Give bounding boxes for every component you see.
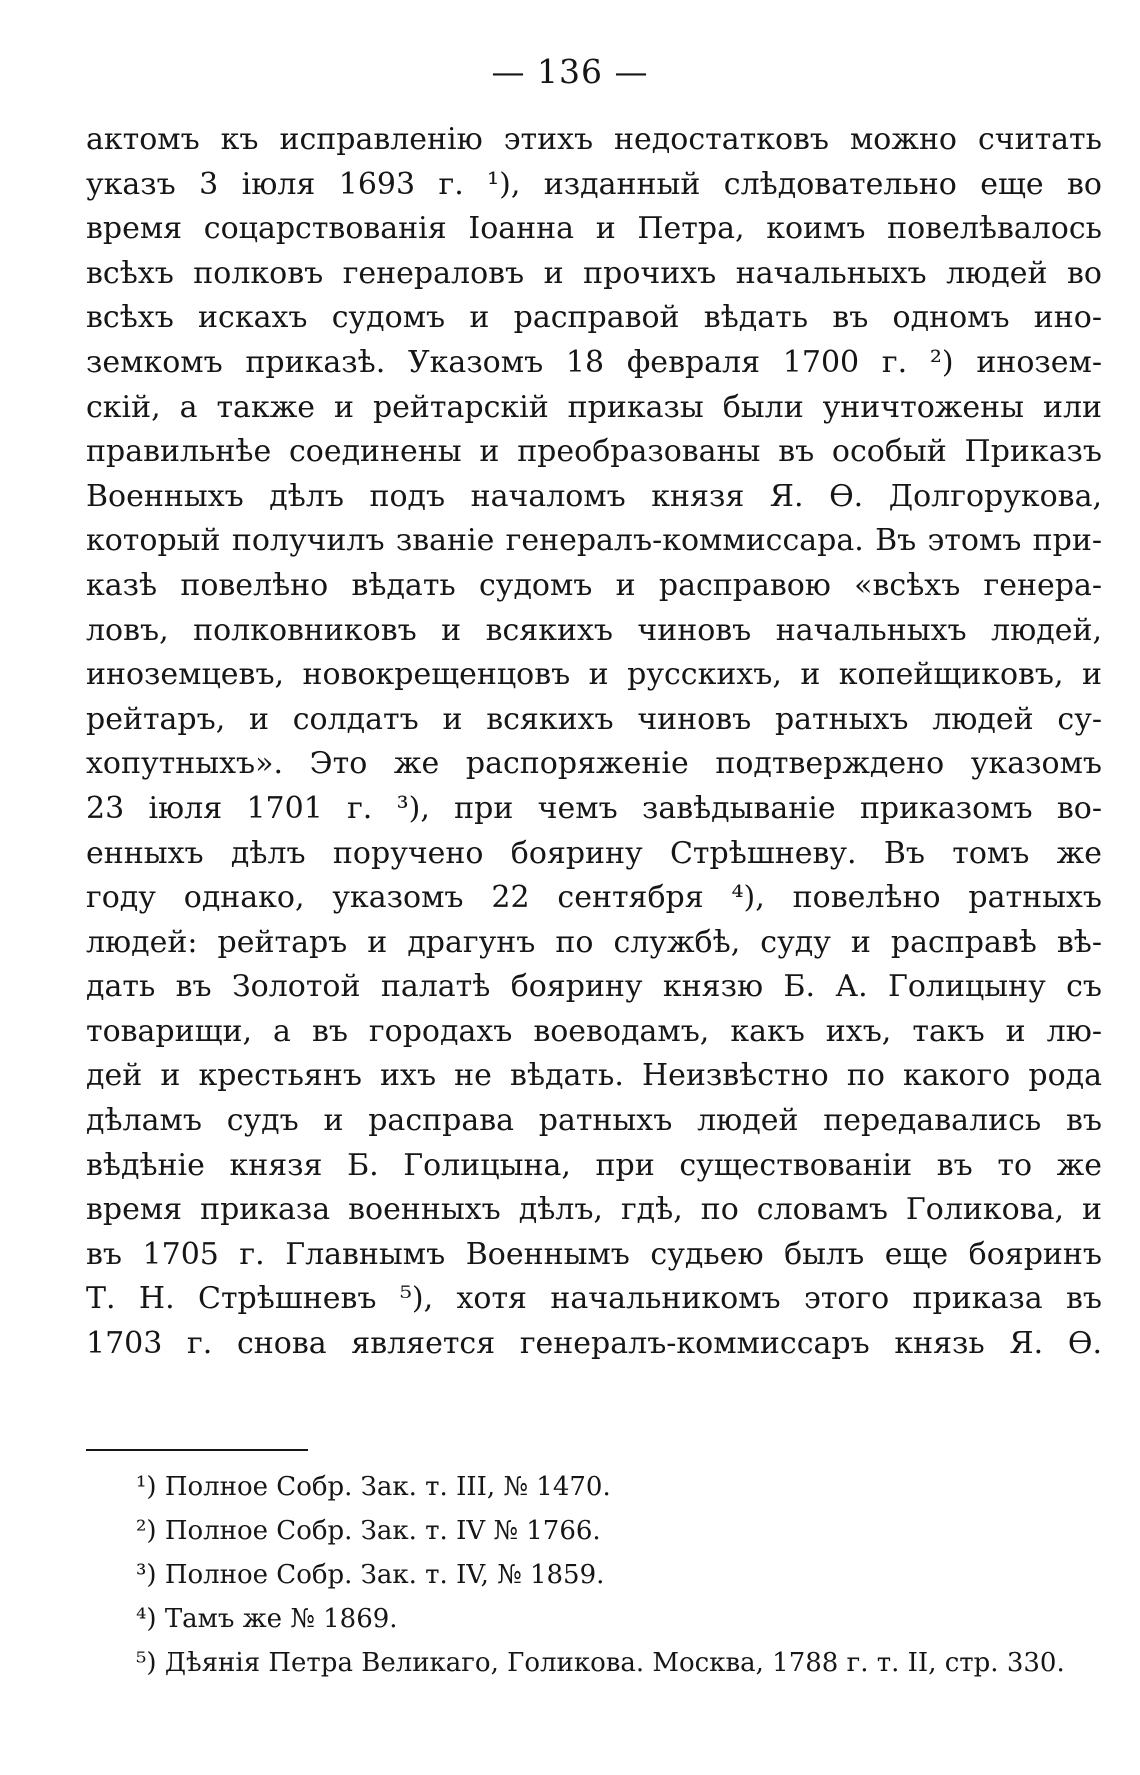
text-line: всѣхъ искахъ судомъ и расправой вѣдать въ одномъ ино- — [86, 300, 1102, 336]
text-line: Т. Н. Стрѣшневъ ⁵), хотя начальникомъ этого приказа въ — [86, 1281, 1102, 1317]
footnote-divider — [86, 1449, 308, 1451]
text-line: земкомъ приказѣ. Указомъ 18 февраля 1700 г. ²) инозем- — [86, 344, 1102, 380]
text-line: товарищи, а въ городахъ воеводамъ, какъ ихъ, такъ и лю- — [86, 1013, 1102, 1049]
footnote-5: ⁵) Дѣянія Петра Великаго, Голикова. Москва, 1788 г. т. II, стр. 330. — [136, 1648, 1065, 1678]
text-line: Военныхъ дѣлъ подъ началомъ князя Я. Ѳ. Долгорукова, — [86, 478, 1102, 514]
text-line: время соцарствованія Іоанна и Петра, коимъ повелѣвалось — [86, 211, 1102, 247]
text-line: дѣламъ судъ и расправа ратныхъ людей передавались въ — [86, 1103, 1102, 1139]
text-line: скій, а также и рейтарскій приказы были уничтожены или — [86, 389, 1102, 425]
text-line: правильнѣе соединены и преобразованы въ особый Приказъ — [86, 434, 1102, 470]
text-line: иноземцевъ, новокрещенцовъ и русскихъ, и копейщиковъ, и — [86, 657, 1102, 693]
text-line: рейтаръ, и солдатъ и всякихъ чиновъ ратныхъ людей су- — [86, 701, 1102, 737]
text-line: всѣхъ полковъ генераловъ и прочихъ начальныхъ людей во — [86, 255, 1102, 291]
text-line: указъ 3 іюля 1693 г. ¹), изданный слѣдовательно еще во — [86, 166, 1102, 202]
text-line: который получилъ званіе генералъ-коммиссара. Въ этомъ при- — [86, 523, 1102, 559]
text-line: людей: рейтаръ и драгунъ по службѣ, суду и расправѣ вѣ- — [86, 924, 1102, 960]
text-line: году однако, указомъ 22 сентября ⁴), повелѣно ратныхъ — [86, 880, 1102, 916]
text-line: время приказа военныхъ дѣлъ, гдѣ, по словамъ Голикова, и — [86, 1192, 1102, 1228]
text-line: хопутныхъ». Это же распоряженіе подтверждено указомъ — [86, 746, 1102, 782]
text-line: дей и крестьянъ ихъ не вѣдать. Неизвѣстно по какого рода — [86, 1058, 1102, 1094]
footnote-4: ⁴) Тамъ же № 1869. — [136, 1604, 398, 1634]
text-line: казѣ повелѣно вѣдать судомъ и расправою «всѣхъ генера- — [86, 567, 1102, 603]
text-line: 23 іюля 1701 г. ³), при чемъ завѣдываніе приказомъ во- — [86, 790, 1102, 826]
footnote-3: ³) Полное Собр. Зак. т. IV, № 1859. — [136, 1560, 605, 1590]
footnote-1: ¹) Полное Собр. Зак. т. III, № 1470. — [136, 1472, 611, 1502]
footnotes — [136, 1465, 1096, 1685]
text-line: вѣдѣніе князя Б. Голицына, при существованіи въ то же — [86, 1147, 1102, 1183]
text-line: 1703 г. снова является генералъ-коммиссаръ князь Я. Ѳ. — [86, 1326, 1102, 1362]
footnote-2: ²) Полное Собр. Зак. т. IV № 1766. — [136, 1516, 601, 1546]
text-line: дать въ Золотой палатѣ боярину князю Б. А. Голицыну съ — [86, 969, 1102, 1005]
text-line: ловъ, полковниковъ и всякихъ чиновъ начальныхъ людей, — [86, 612, 1102, 648]
page-number: — 136 — — [491, 52, 649, 91]
text-line: актомъ къ исправленію этихъ недостатковъ можно считать — [86, 122, 1102, 157]
text-line: въ 1705 г. Главнымъ Военнымъ судьею былъ еще бояринъ — [86, 1236, 1102, 1272]
text-line: енныхъ дѣлъ поручено боярину Стрѣшневу. Въ томъ же — [86, 835, 1102, 871]
body-text — [86, 118, 1102, 1367]
